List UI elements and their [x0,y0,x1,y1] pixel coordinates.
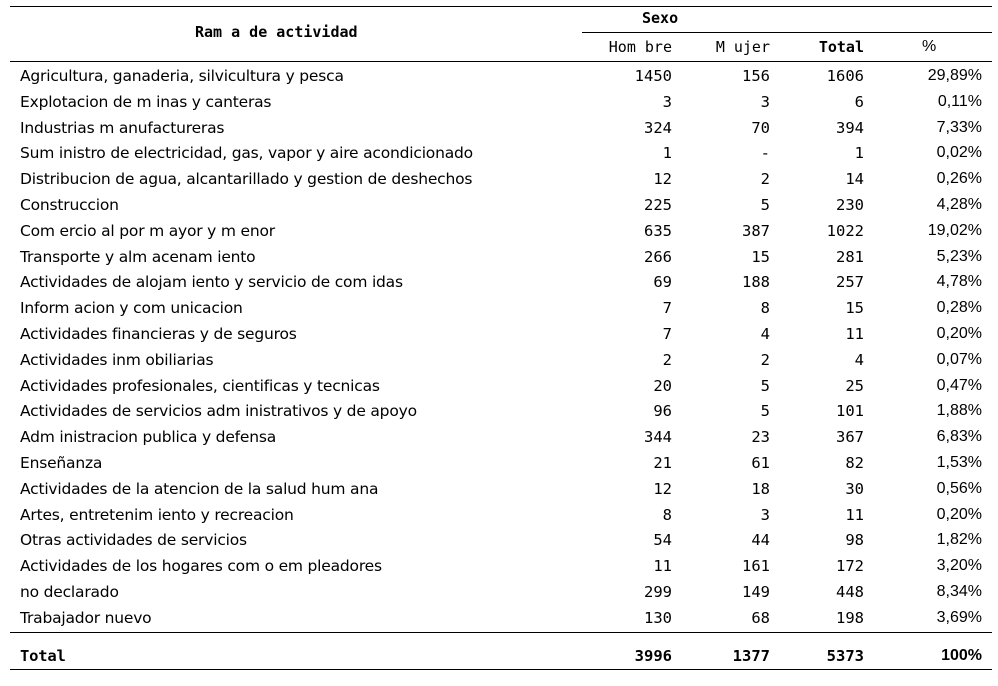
row-pct: 4,78% [936,273,982,291]
row-mujer: 61 [751,454,770,472]
row-total: 101 [836,402,864,421]
row-name: Agricultura, ganaderia, silvicultura y pesca [20,67,344,85]
row-name: Actividades financieras y de seguros [20,325,297,343]
row-total: 14 [845,170,864,189]
top-rule [10,6,992,7]
row-mujer: 161 [742,557,770,576]
pct-header: % [922,38,937,55]
table-row [10,89,992,115]
row-name: Adm inistracion publica y defensa [20,428,277,447]
row-total: 367 [836,428,864,447]
row-mujer: 149 [742,583,770,601]
row-hombre: 299 [644,583,672,601]
table-row [10,218,992,244]
table-row [10,115,992,141]
row-total: 198 [836,608,864,627]
row-name: Inform acion y com unicacion [20,299,243,318]
rama-header: Ram a de actividad [195,23,358,41]
row-name: Construccion [20,196,119,214]
row-hombre: 3 [662,92,672,111]
table-row [10,295,992,321]
bottom-rule [10,669,992,670]
row-hombre: 344 [644,428,672,447]
row-mujer: 5 [760,402,770,421]
row-name: Actividades de alojam iento y servicio de com idas [20,273,403,292]
row-hombre: 12 [653,170,672,189]
row-hombre: 69 [653,273,672,292]
header-rule [10,61,992,62]
row-total: 4 [854,350,864,369]
row-mujer: - [760,144,770,163]
sexo-header: Sexo [642,9,679,27]
row-hombre: 1450 [634,67,672,85]
table-row [10,502,992,528]
row-name: Trabajador nuevo [20,608,152,627]
row-hombre: 8 [662,505,672,524]
table-row [10,450,992,476]
row-name: Actividades profesionales, cientificas y tecnicas [20,376,380,395]
row-pct: 0,47% [936,376,982,394]
row-mujer: 44 [751,531,770,550]
table-row [10,192,992,218]
row-pct: 0,11% [937,92,982,110]
row-pct: 3,20% [936,557,982,575]
row-name: Actividades de servicios adm inistrativos y de apoyo [20,402,417,421]
row-name: Enseñanza [20,454,103,472]
row-hombre: 7 [662,299,672,318]
row-name: Transporte y alm acenam iento [20,247,256,266]
row-hombre: 11 [653,557,672,576]
row-mujer: 18 [751,479,770,498]
row-hombre: 12 [653,479,672,498]
mujer-header: M ujer [715,38,770,56]
table-row [10,579,992,605]
total-pct: 100% [941,647,982,664]
row-mujer: 156 [742,67,770,85]
row-hombre: 635 [644,221,672,240]
row-total: 1606 [826,67,864,85]
row-mujer: 188 [742,273,770,292]
row-name: Com ercio al por m ayor y m enor [20,221,275,240]
row-pct: 0,26% [936,170,982,188]
table-row [10,424,992,450]
row-pct: 29,89% [927,67,982,84]
row-mujer: 2 [760,170,770,189]
row-total: 448 [836,583,864,601]
row-hombre: 1 [662,144,672,163]
row-pct: 7,33% [936,118,982,136]
row-pct: 5,23% [936,247,982,265]
row-hombre: 225 [644,196,672,214]
table-row [10,347,992,373]
row-mujer: 5 [760,376,770,395]
table-row [10,553,992,579]
row-pct: 3,69% [936,608,982,626]
row-mujer: 3 [760,92,770,111]
row-mujer: 70 [751,118,770,137]
row-total: 172 [836,557,864,576]
table-row [10,527,992,553]
row-mujer: 8 [760,299,770,318]
table-row [10,166,992,192]
row-total: 11 [845,325,864,343]
row-name: Distribucion de agua, alcantarillado y gestion de deshechos [20,170,473,189]
row-name: Actividades inm obiliarias [20,350,214,369]
total-total: 5373 [826,647,864,665]
row-pct: 0,20% [936,325,982,342]
row-pct: 0,28% [936,299,982,317]
table-row [10,244,992,270]
sexo-rule [582,32,992,33]
row-pct: 6,83% [936,428,982,446]
row-hombre: 96 [653,402,672,421]
row-pct: 0,20% [936,505,982,523]
row-total: 11 [845,505,864,524]
row-total: 230 [836,196,864,214]
table-row [10,605,992,631]
row-total: 394 [836,118,864,137]
row-mujer: 23 [751,428,770,447]
row-total: 15 [845,299,864,318]
hombre-header: Hom bre [608,38,672,56]
row-name: Sum inistro de electricidad, gas, vapor y aire acondicionado [20,144,473,163]
row-pct: 0,56% [936,479,982,497]
row-name: no declarado [20,583,119,601]
total-header: Total [818,38,864,56]
row-total: 257 [836,273,864,292]
row-hombre: 7 [662,325,672,343]
row-total: 82 [845,454,864,472]
row-mujer: 5 [760,196,770,214]
row-hombre: 20 [653,376,672,395]
row-hombre: 324 [644,118,672,137]
table-row [10,269,992,295]
row-pct: 19,02% [927,221,982,239]
row-mujer: 15 [751,247,770,266]
row-mujer: 2 [760,350,770,369]
table-row [10,321,992,347]
row-mujer: 68 [751,608,770,627]
table-row [10,373,992,399]
row-name: Explotacion de m inas y canteras [20,92,272,111]
table-row [10,63,992,89]
row-mujer: 3 [760,505,770,524]
row-name: Artes, entretenim iento y recreacion [20,505,294,524]
row-pct: 1,53% [936,454,982,471]
row-pct: 1,82% [936,531,982,549]
row-hombre: 2 [662,350,672,369]
row-total: 98 [845,531,864,550]
total-rule [10,632,992,633]
row-total: 281 [836,247,864,266]
row-mujer: 4 [760,325,770,343]
row-name: Otras actividades de servicios [20,531,247,550]
row-total: 25 [845,376,864,395]
row-mujer: 387 [742,221,770,240]
row-pct: 4,28% [936,196,982,213]
table-row [10,398,992,424]
row-total: 1022 [826,221,864,240]
row-pct: 0,02% [936,144,982,162]
total-hombre: 3996 [634,647,672,665]
row-pct: 0,07% [936,350,982,368]
row-hombre: 130 [644,608,672,627]
row-hombre: 54 [653,531,672,550]
row-name: Actividades de los hogares com o em pleadores [20,557,382,576]
row-total: 1 [854,144,864,163]
row-hombre: 21 [653,454,672,472]
row-total: 30 [845,479,864,498]
table-row [10,476,992,502]
total-row [10,643,992,669]
row-name: Actividades de la atencion de la salud hum ana [20,479,379,498]
row-hombre: 266 [644,247,672,266]
row-pct: 8,34% [936,583,982,600]
row-total: 6 [854,92,864,111]
table-row [10,140,992,166]
total-label: Total [20,647,66,665]
row-name: Industrias m anufactureras [20,118,225,137]
row-pct: 1,88% [936,402,982,420]
total-mujer: 1377 [732,647,770,665]
